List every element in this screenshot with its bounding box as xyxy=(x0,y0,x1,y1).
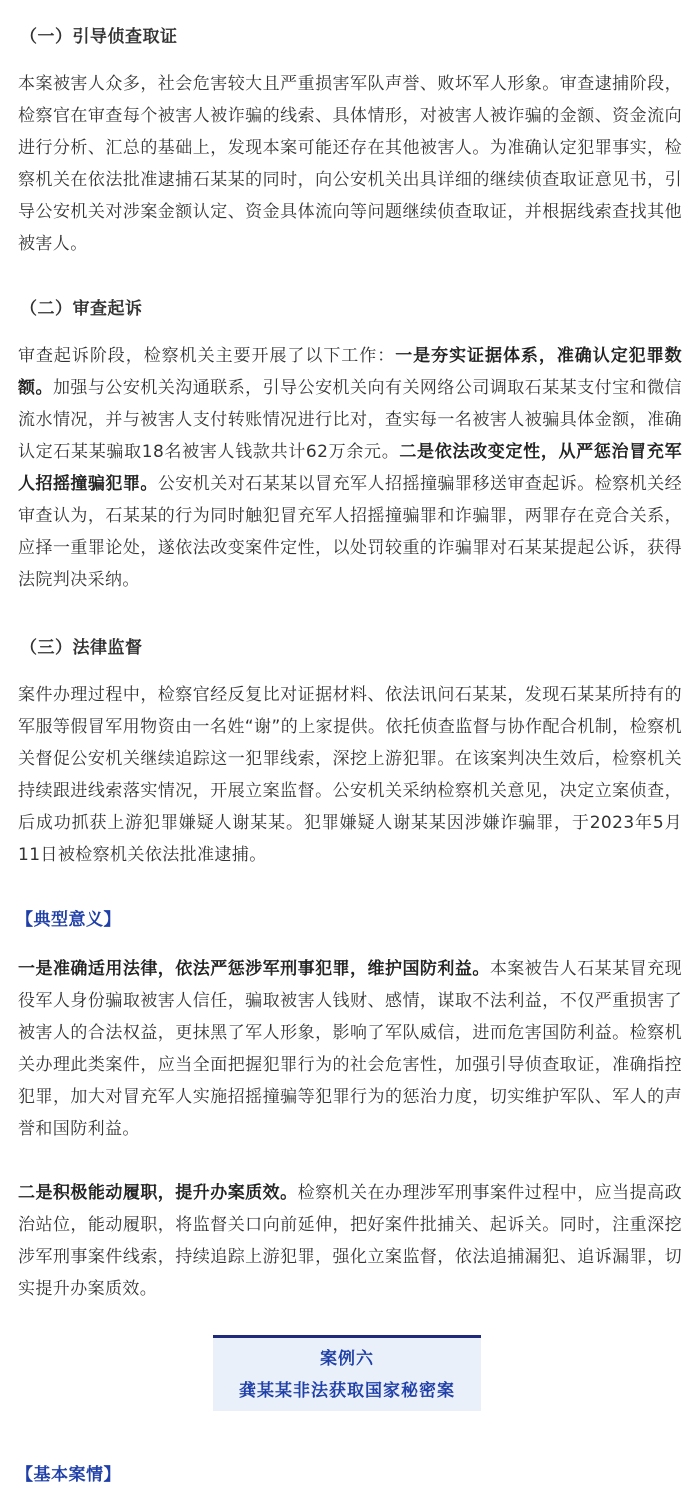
significance-point-one: 一是准确适用法律，依法严惩涉军刑事犯罪，维护国防利益。 xyxy=(18,959,490,979)
significance-paragraph-one xyxy=(18,953,682,1145)
significance-point-one-text: 本案被告人石某某冒充现役军人身份骗取被害人信任，骗取被害人钱财、感情，谋取不法利益，不仅严重损害了被害人的合法权益，更抹黑了军人形象，影响了军队威信，进而危害国防利益。检察机关办理此类案件，应当全面把握犯罪行为的社会危害性，加强引导侦查取证，准确指控犯罪，加大对冒充军人实施招摇撞骗等犯罪行为的惩治力度，切实维护军队、军人的声誉和国防利益。 xyxy=(18,959,682,1139)
basic-facts-heading: 【基本案情】 xyxy=(16,1465,121,1485)
prosecution-point-one-text: 加强与公安机关沟通联系，引导公安机关向有关网络公司调取石某某支付宝和微信流水情况，并与被害人支付转账情况进行比对，查实每一名被害人被骗具体金额，准确认定石某某骗取18名被害人钱款共计62万余元。 xyxy=(18,378,682,462)
significance-paragraph-two xyxy=(18,1177,682,1305)
prosecution-point-two-text: 公安机关对石某某以冒充军人招摇撞骗罪移送审查起诉。检察机关经审查认为，石某某的行为同时触犯冒充军人招摇撞骗罪和诈骗罪，两罪存在竞合关系，应择一重罪论处，遂依法改变案件定性，以处罚较重的诈骗罪对石某某提起公诉，获得法院判决采纳。 xyxy=(18,474,683,590)
case-name-title: 龚某某非法获取国家秘密案 xyxy=(239,1381,455,1401)
section-body-guide-investigation: 本案被害人众多，社会危害较大且严重损害军队声誉、败坏军人形象。审查逮捕阶段，检察官在审查每个被害人被诈骗的线索、具体情形，对被害人被诈骗的金额、资金流向进行分析、汇总的基础上，发现本案可能还存在其他被害人。为准确认定犯罪事实，检察机关在依法批准逮捕石某某的同时，向公安机关出具详细的继续侦查取证意见书，引导公安机关对涉案金额认定、资金具体流向等问题继续侦查取证，并根据线索查找其他被害人。 xyxy=(18,74,682,254)
section-heading-prosecution-review: （二）审查起诉 xyxy=(20,299,143,319)
prosecution-point-one: 一是夯实证据体系，准确认定犯罪数额。 xyxy=(18,346,682,398)
section-body-prosecution-review xyxy=(18,340,682,596)
section-heading-legal-supervision: （三）法律监督 xyxy=(20,638,143,658)
significance-heading: 【典型意义】 xyxy=(16,910,121,930)
significance-point-two-text: 检察机关在办理涉军刑事案件过程中，应当提高政治站位，能动履职，将监督关口向前延伸，把好案件批捕关、起诉关。同时，注重深挖涉军刑事案件线索，持续追踪上游犯罪，强化立案监督，依法追捕漏犯、追诉漏罪，切实提升办案质效。 xyxy=(18,1183,682,1299)
case-title-box xyxy=(213,1335,481,1411)
prosecution-point-two: 二是依法改变定性，从严惩治冒充军人招摇撞骗犯罪。 xyxy=(18,442,682,494)
prosecution-intro-text: 审查起诉阶段，检察机关主要开展了以下工作： xyxy=(18,346,396,366)
significance-point-two: 二是积极能动履职，提升办案质效。 xyxy=(18,1183,298,1203)
section-heading-guide-investigation: （一）引导侦查取证 xyxy=(20,27,178,47)
section-body-legal-supervision: 案件办理过程中，检察官经反复比对证据材料、依法讯问石某某，发现石某某所持有的军服等假冒军用物资由一名姓“谢”的上家提供。依托侦查监督与协作配合机制，检察机关督促公安机关继续追踪这一犯罪线索，深挖上游犯罪。在该案判决生效后，检察机关持续跟进线索落实情况，开展立案监督。公安机关采纳检察机关意见，决定立案侦查，后成功抓获上游犯罪嫌疑人谢某某。犯罪嫌疑人谢某某因涉嫌诈骗罪，于2023年5月11日被检察机关依法批准逮捕。 xyxy=(18,685,682,865)
case-number-title: 案例六 xyxy=(320,1349,374,1369)
